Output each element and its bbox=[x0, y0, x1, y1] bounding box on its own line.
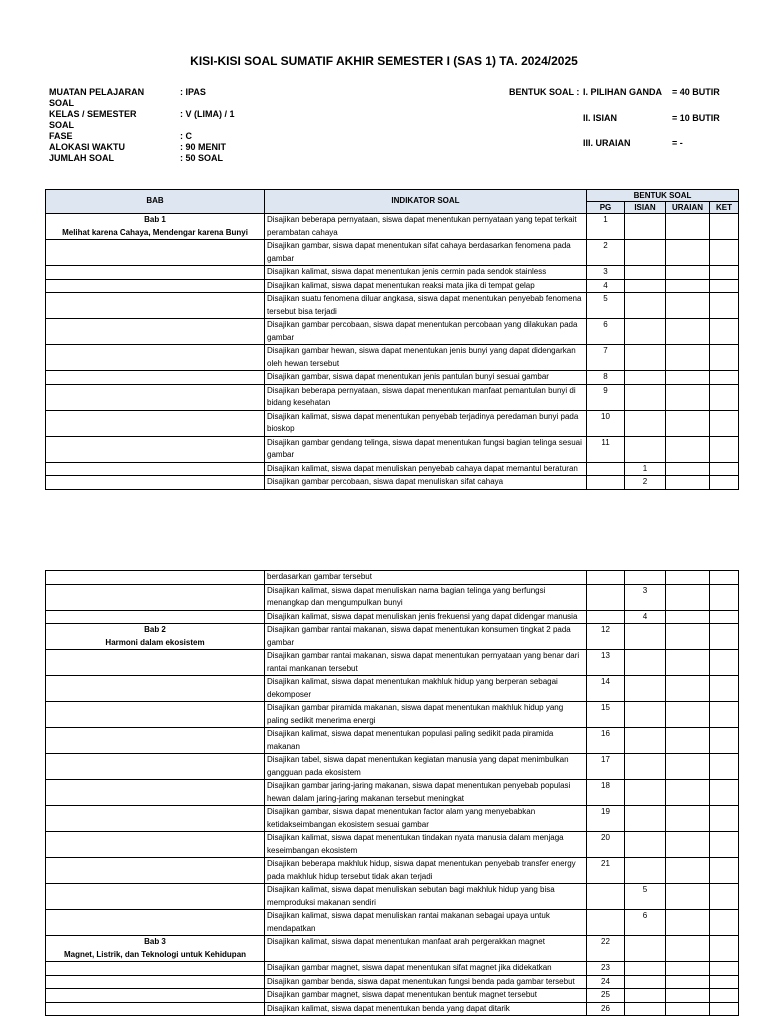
ket-cell bbox=[710, 806, 739, 832]
indikator-cell: Disajikan gambar percobaan, siswa dapat menentukan percobaan yang dilakukan pada gambar bbox=[265, 319, 587, 345]
meta-value: : IPAS bbox=[180, 87, 206, 97]
isian-cell bbox=[625, 279, 666, 293]
meta-key: SOAL bbox=[49, 120, 75, 130]
ket-cell bbox=[710, 410, 739, 436]
bab-cell bbox=[46, 780, 265, 806]
ket-cell bbox=[710, 1002, 739, 1016]
table-row bbox=[46, 410, 739, 436]
bentuk-item-name: I. PILIHAN GANDA bbox=[583, 87, 663, 97]
indikator-cell: Disajikan kalimat, siswa dapat menentukan benda yang dapat ditarik bbox=[265, 1002, 587, 1016]
indikator-cell: Disajikan kalimat, siswa dapat menentukan reaksi mata jika di tempat gelap bbox=[265, 279, 587, 293]
uraian-cell bbox=[666, 266, 710, 280]
isian-cell bbox=[625, 214, 666, 240]
pg-cell: 7 bbox=[587, 345, 625, 371]
bab-cell bbox=[46, 462, 265, 476]
isian-cell bbox=[625, 650, 666, 676]
uraian-cell bbox=[666, 936, 710, 962]
bab-number: Bab 3 bbox=[144, 937, 166, 946]
indikator-cell: Disajikan kalimat, siswa dapat menentukan makhluk hidup yang berperan sebagai dekomposer bbox=[265, 676, 587, 702]
ket-cell bbox=[710, 293, 739, 319]
meta-value: : C bbox=[180, 131, 192, 141]
isian-cell bbox=[625, 989, 666, 1003]
bentuk-item-name: II. ISIAN bbox=[583, 113, 618, 123]
isian-cell: 5 bbox=[625, 884, 666, 910]
table-row bbox=[46, 650, 739, 676]
indikator-cell: Disajikan beberapa makhluk hidup, siswa dapat menentukan penyebab transfer energy pada makhluk hidup tersebut tidak akan terjadi bbox=[265, 858, 587, 884]
table-row bbox=[46, 384, 739, 410]
isian-cell bbox=[625, 371, 666, 385]
isian-cell bbox=[625, 571, 666, 585]
uraian-cell bbox=[666, 584, 710, 610]
ket-cell bbox=[710, 610, 739, 624]
isian-cell bbox=[625, 728, 666, 754]
indikator-cell: Disajikan beberapa pernyataan, siswa dapat menentukan pernyataan yang tepat terkait perambatan cahaya bbox=[265, 214, 587, 240]
ket-cell bbox=[710, 962, 739, 976]
ket-cell bbox=[710, 476, 739, 490]
bab-cell bbox=[46, 584, 265, 610]
ket-cell bbox=[710, 884, 739, 910]
pg-cell bbox=[587, 571, 625, 585]
table-row bbox=[46, 832, 739, 858]
uraian-cell bbox=[666, 345, 710, 371]
table-row bbox=[46, 728, 739, 754]
indikator-cell: Disajikan tabel, siswa dapat menentukan kegiatan manusia yang dapat menimbulkan gangguan pada ekosistem bbox=[265, 754, 587, 780]
bab-cell bbox=[46, 962, 265, 976]
ket-cell bbox=[710, 702, 739, 728]
meta-key: FASE bbox=[49, 131, 73, 141]
uraian-cell bbox=[666, 1002, 710, 1016]
table-row bbox=[46, 702, 739, 728]
pg-cell: 13 bbox=[587, 650, 625, 676]
pg-cell bbox=[587, 462, 625, 476]
bab-cell bbox=[46, 319, 265, 345]
isian-cell bbox=[625, 832, 666, 858]
indikator-cell: Disajikan gambar magnet, siswa dapat menentukan bentuk magnet tersebut bbox=[265, 989, 587, 1003]
uraian-cell bbox=[666, 910, 710, 936]
ket-cell bbox=[710, 858, 739, 884]
indikator-cell: Disajikan gambar, siswa dapat menentukan jenis pantulan bunyi sesuai gambar bbox=[265, 371, 587, 385]
pg-cell: 8 bbox=[587, 371, 625, 385]
table-row bbox=[46, 754, 739, 780]
indikator-cell: Disajikan gambar percobaan, siswa dapat menuliskan sifat cahaya bbox=[265, 476, 587, 490]
pg-cell: 2 bbox=[587, 240, 625, 266]
pg-cell: 25 bbox=[587, 989, 625, 1003]
bab-cell bbox=[46, 832, 265, 858]
uraian-cell bbox=[666, 214, 710, 240]
uraian-cell bbox=[666, 780, 710, 806]
table-row bbox=[46, 1002, 739, 1016]
isian-cell bbox=[625, 780, 666, 806]
bab-cell bbox=[46, 910, 265, 936]
indikator-cell: Disajikan kalimat, siswa dapat menuliskan sebutan bagi makhluk hidup yang bisa memproduksi makanan sendiri bbox=[265, 884, 587, 910]
ket-cell bbox=[710, 345, 739, 371]
ket-cell bbox=[710, 624, 739, 650]
header-bab: BAB bbox=[46, 190, 265, 214]
bab-cell bbox=[46, 624, 265, 650]
pg-cell bbox=[587, 884, 625, 910]
bab-cell bbox=[46, 884, 265, 910]
ket-cell bbox=[710, 436, 739, 462]
ket-cell bbox=[710, 279, 739, 293]
table-row bbox=[46, 624, 739, 650]
ket-cell bbox=[710, 650, 739, 676]
ket-cell bbox=[710, 728, 739, 754]
pg-cell: 5 bbox=[587, 293, 625, 319]
meta-key: ALOKASI WAKTU bbox=[49, 142, 125, 152]
pg-cell: 20 bbox=[587, 832, 625, 858]
isian-cell bbox=[625, 319, 666, 345]
pg-cell bbox=[587, 910, 625, 936]
uraian-cell bbox=[666, 754, 710, 780]
uraian-cell bbox=[666, 702, 710, 728]
bab-cell bbox=[46, 650, 265, 676]
indikator-cell: Disajikan gambar, siswa dapat menentukan sifat cahaya berdasarkan fenomena pada gambar bbox=[265, 240, 587, 266]
isian-cell: 3 bbox=[625, 584, 666, 610]
bab-cell bbox=[46, 240, 265, 266]
ket-cell bbox=[710, 571, 739, 585]
indikator-cell: Disajikan gambar piramida makanan, siswa dapat menentukan makhluk hidup yang paling sedikit menerima energi bbox=[265, 702, 587, 728]
table-row bbox=[46, 279, 739, 293]
table-row bbox=[46, 989, 739, 1003]
meta-row bbox=[49, 131, 235, 142]
isian-cell bbox=[625, 240, 666, 266]
ket-cell bbox=[710, 584, 739, 610]
meta-row bbox=[49, 120, 235, 131]
bab-cell bbox=[46, 436, 265, 462]
isian-cell bbox=[625, 962, 666, 976]
bab-title: Magnet, Listrik, dan Teknologi untuk Kehidupan bbox=[63, 949, 247, 959]
uraian-cell bbox=[666, 858, 710, 884]
uraian-cell bbox=[666, 832, 710, 858]
uraian-cell bbox=[666, 371, 710, 385]
ket-cell bbox=[710, 676, 739, 702]
ket-cell bbox=[710, 832, 739, 858]
table-row bbox=[46, 319, 739, 345]
pg-cell: 23 bbox=[587, 962, 625, 976]
ket-cell bbox=[710, 214, 739, 240]
pg-cell: 14 bbox=[587, 676, 625, 702]
bab-cell bbox=[46, 279, 265, 293]
indikator-cell: Disajikan gambar rantai makanan, siswa dapat menentukan konsumen tingkat 2 pada gambar bbox=[265, 624, 587, 650]
ket-cell bbox=[710, 910, 739, 936]
meta-block bbox=[49, 87, 235, 164]
pg-cell: 1 bbox=[587, 214, 625, 240]
bab-cell bbox=[46, 345, 265, 371]
bab-cell bbox=[46, 989, 265, 1003]
bentuk-item-count: = 10 BUTIR bbox=[672, 113, 720, 123]
isian-cell bbox=[625, 754, 666, 780]
bentuk-item-count: = 40 BUTIR bbox=[672, 87, 720, 97]
pg-cell: 16 bbox=[587, 728, 625, 754]
bab-cell bbox=[46, 476, 265, 490]
bab-cell bbox=[46, 754, 265, 780]
bentuk-soal-label: BENTUK SOAL : bbox=[509, 87, 580, 97]
bab-cell bbox=[46, 293, 265, 319]
ket-cell bbox=[710, 989, 739, 1003]
indikator-cell: Disajikan gambar benda, siswa dapat menentukan fungsi benda pada gambar tersebut bbox=[265, 975, 587, 989]
uraian-cell bbox=[666, 293, 710, 319]
bab-cell bbox=[46, 806, 265, 832]
bab-cell bbox=[46, 728, 265, 754]
indikator-cell: Disajikan gambar gendang telinga, siswa dapat menentukan fungsi bagian telinga sesuai gambar bbox=[265, 436, 587, 462]
uraian-cell bbox=[666, 962, 710, 976]
header-isian: ISIAN bbox=[625, 202, 666, 214]
pg-cell: 6 bbox=[587, 319, 625, 345]
isian-cell: 2 bbox=[625, 476, 666, 490]
indikator-cell: Disajikan kalimat, siswa dapat menentukan populasi paling sedikit pada piramida makanan bbox=[265, 728, 587, 754]
pg-cell: 18 bbox=[587, 780, 625, 806]
table-row bbox=[46, 780, 739, 806]
bab-cell bbox=[46, 610, 265, 624]
table-row bbox=[46, 240, 739, 266]
isian-cell bbox=[625, 345, 666, 371]
isian-cell bbox=[625, 384, 666, 410]
uraian-cell bbox=[666, 728, 710, 754]
isian-cell bbox=[625, 436, 666, 462]
uraian-cell bbox=[666, 610, 710, 624]
bab-cell bbox=[46, 936, 265, 962]
uraian-cell bbox=[666, 436, 710, 462]
ket-cell bbox=[710, 240, 739, 266]
indikator-cell: Disajikan kalimat, siswa dapat menentukan manfaat arah pergerakkan magnet bbox=[265, 936, 587, 962]
meta-row bbox=[49, 98, 235, 109]
indikator-cell: Disajikan kalimat, siswa dapat menentukan penyebab terjadinya peredaman bunyi pada bioskop bbox=[265, 410, 587, 436]
table-row bbox=[46, 584, 739, 610]
uraian-cell bbox=[666, 319, 710, 345]
uraian-cell bbox=[666, 462, 710, 476]
pg-cell: 3 bbox=[587, 266, 625, 280]
uraian-cell bbox=[666, 410, 710, 436]
isian-cell: 1 bbox=[625, 462, 666, 476]
meta-row bbox=[49, 153, 235, 164]
table-row bbox=[46, 975, 739, 989]
isian-cell bbox=[625, 266, 666, 280]
ket-cell bbox=[710, 319, 739, 345]
header-indikator: INDIKATOR SOAL bbox=[265, 190, 587, 214]
kisi-kisi-table-page-2 bbox=[45, 570, 739, 1016]
table-row bbox=[46, 858, 739, 884]
pg-cell: 11 bbox=[587, 436, 625, 462]
meta-key: MUATAN PELAJARAN bbox=[49, 87, 145, 97]
uraian-cell bbox=[666, 624, 710, 650]
table-row bbox=[46, 436, 739, 462]
indikator-cell: Disajikan kalimat, siswa dapat menuliskan penyebab cahaya dapat memantul beraturan bbox=[265, 462, 587, 476]
bab-cell bbox=[46, 858, 265, 884]
uraian-cell bbox=[666, 384, 710, 410]
bab-cell bbox=[46, 410, 265, 436]
indikator-cell: Disajikan beberapa pernyataan, siswa dapat menentukan manfaat pemantulan bunyi di bidang kesehatan bbox=[265, 384, 587, 410]
ket-cell bbox=[710, 462, 739, 476]
uraian-cell bbox=[666, 279, 710, 293]
uraian-cell bbox=[666, 650, 710, 676]
header-pg: PG bbox=[587, 202, 625, 214]
pg-cell bbox=[587, 476, 625, 490]
pg-cell bbox=[587, 584, 625, 610]
pg-cell: 15 bbox=[587, 702, 625, 728]
header-bentuk-soal: BENTUK SOAL bbox=[587, 190, 739, 202]
bab-cell bbox=[46, 371, 265, 385]
bab-cell bbox=[46, 702, 265, 728]
isian-cell bbox=[625, 624, 666, 650]
ket-cell bbox=[710, 975, 739, 989]
uraian-cell bbox=[666, 571, 710, 585]
meta-value: : V (LIMA) / 1 bbox=[180, 109, 235, 119]
meta-value: : 90 MENIT bbox=[180, 142, 227, 152]
indikator-cell: berdasarkan gambar tersebut bbox=[265, 571, 587, 585]
uraian-cell bbox=[666, 240, 710, 266]
uraian-cell bbox=[666, 975, 710, 989]
indikator-cell: Disajikan kalimat, siswa dapat menuliskan rantai makanan sebagai upaya untuk mendapatkan bbox=[265, 910, 587, 936]
indikator-cell: Disajikan gambar rantai makanan, siswa dapat menentukan pernyataan yang benar dari rantai mankanan tersebut bbox=[265, 650, 587, 676]
table-row bbox=[46, 884, 739, 910]
indikator-cell: Disajikan gambar jaring-jaring makanan, siswa dapat menentukan penyebab populasi hewan dalam jaring-jaring makanan tersebut meningkat bbox=[265, 780, 587, 806]
table-row bbox=[46, 962, 739, 976]
ket-cell bbox=[710, 384, 739, 410]
table-row bbox=[46, 293, 739, 319]
ket-cell bbox=[710, 780, 739, 806]
table-row bbox=[46, 476, 739, 490]
uraian-cell bbox=[666, 676, 710, 702]
isian-cell bbox=[625, 1002, 666, 1016]
indikator-cell: Disajikan kalimat, siswa dapat menentukan jenis cermin pada sendok stainless bbox=[265, 266, 587, 280]
ket-cell bbox=[710, 754, 739, 780]
isian-cell bbox=[625, 806, 666, 832]
ket-cell bbox=[710, 371, 739, 385]
isian-cell bbox=[625, 936, 666, 962]
bab-title: Melihat karena Cahaya, Mendengar karena Bunyi bbox=[62, 227, 248, 237]
indikator-cell: Disajikan kalimat, siswa dapat menentukan tindakan nyata manusia dalam menjaga keseimbangan ekosistem bbox=[265, 832, 587, 858]
isian-cell bbox=[625, 858, 666, 884]
pg-cell: 9 bbox=[587, 384, 625, 410]
table-row bbox=[46, 371, 739, 385]
ket-cell bbox=[710, 936, 739, 962]
table-row bbox=[46, 462, 739, 476]
isian-cell: 6 bbox=[625, 910, 666, 936]
ket-cell bbox=[710, 266, 739, 280]
bab-cell bbox=[46, 676, 265, 702]
pg-cell: 26 bbox=[587, 1002, 625, 1016]
meta-key: JUMLAH SOAL bbox=[49, 153, 114, 163]
uraian-cell bbox=[666, 989, 710, 1003]
header-uraian: URAIAN bbox=[666, 202, 710, 214]
isian-cell bbox=[625, 676, 666, 702]
meta-key: KELAS / SEMESTER bbox=[49, 109, 137, 119]
indikator-cell: Disajikan kalimat, siswa dapat menuliskan nama bagian telinga yang berfungsi menangkap dan mengumpulkan bunyi bbox=[265, 584, 587, 610]
bab-cell bbox=[46, 266, 265, 280]
pg-cell: 24 bbox=[587, 975, 625, 989]
bentuk-item-count: = - bbox=[672, 138, 683, 148]
uraian-cell bbox=[666, 806, 710, 832]
bab-number: Bab 2 bbox=[144, 625, 166, 634]
pg-cell: 10 bbox=[587, 410, 625, 436]
document-title: KISI-KISI SOAL SUMATIF AKHIR SEMESTER I (SAS 1) TA. 2024/2025 bbox=[190, 54, 578, 68]
isian-cell: 4 bbox=[625, 610, 666, 624]
pg-cell: 12 bbox=[587, 624, 625, 650]
table-row bbox=[46, 676, 739, 702]
isian-cell bbox=[625, 702, 666, 728]
table-row bbox=[46, 936, 739, 962]
header-ket: KET bbox=[710, 202, 739, 214]
uraian-cell bbox=[666, 884, 710, 910]
indikator-cell: Disajikan suatu fenomena diluar angkasa, siswa dapat menentukan penyebab fenomena tersebut bisa terjadi bbox=[265, 293, 587, 319]
table-row bbox=[46, 266, 739, 280]
indikator-cell: Disajikan gambar, siswa dapat menentukan factor alam yang menyebabkan ketidakseimbangan ekosistem sesuai gambar bbox=[265, 806, 587, 832]
isian-cell bbox=[625, 975, 666, 989]
meta-row bbox=[49, 142, 235, 153]
indikator-cell: Disajikan gambar magnet, siswa dapat menentukan sifat magnet jika didekatkan bbox=[265, 962, 587, 976]
meta-row bbox=[49, 109, 235, 120]
indikator-cell: Disajikan kalimat, siswa dapat menuliskan jenis frekuensi yang dapat didengar manusia bbox=[265, 610, 587, 624]
bab-cell bbox=[46, 1002, 265, 1016]
meta-row bbox=[49, 87, 235, 98]
bentuk-item-name: III. URAIAN bbox=[583, 138, 631, 148]
meta-value: : 50 SOAL bbox=[180, 153, 224, 163]
pg-cell: 21 bbox=[587, 858, 625, 884]
table-row bbox=[46, 806, 739, 832]
pg-cell bbox=[587, 610, 625, 624]
meta-key: SOAL bbox=[49, 98, 75, 108]
pg-cell: 19 bbox=[587, 806, 625, 832]
bab-cell bbox=[46, 214, 265, 240]
table-row bbox=[46, 571, 739, 585]
bab-cell bbox=[46, 384, 265, 410]
bentuk-soal-block bbox=[509, 87, 720, 148]
indikator-cell: Disajikan gambar hewan, siswa dapat menentukan jenis bunyi yang dapat didengarkan oleh hewan tersebut bbox=[265, 345, 587, 371]
table-row bbox=[46, 214, 739, 240]
isian-cell bbox=[625, 293, 666, 319]
pg-cell: 17 bbox=[587, 754, 625, 780]
bab-cell bbox=[46, 975, 265, 989]
table-row bbox=[46, 345, 739, 371]
uraian-cell bbox=[666, 476, 710, 490]
kisi-kisi-table-page-1 bbox=[45, 189, 739, 490]
bab-title: Harmoni dalam ekosistem bbox=[105, 637, 205, 647]
bab-number: Bab 1 bbox=[144, 215, 166, 224]
pg-cell: 4 bbox=[587, 279, 625, 293]
table-row bbox=[46, 910, 739, 936]
isian-cell bbox=[625, 410, 666, 436]
bab-cell bbox=[46, 571, 265, 585]
pg-cell: 22 bbox=[587, 936, 625, 962]
table-row bbox=[46, 610, 739, 624]
